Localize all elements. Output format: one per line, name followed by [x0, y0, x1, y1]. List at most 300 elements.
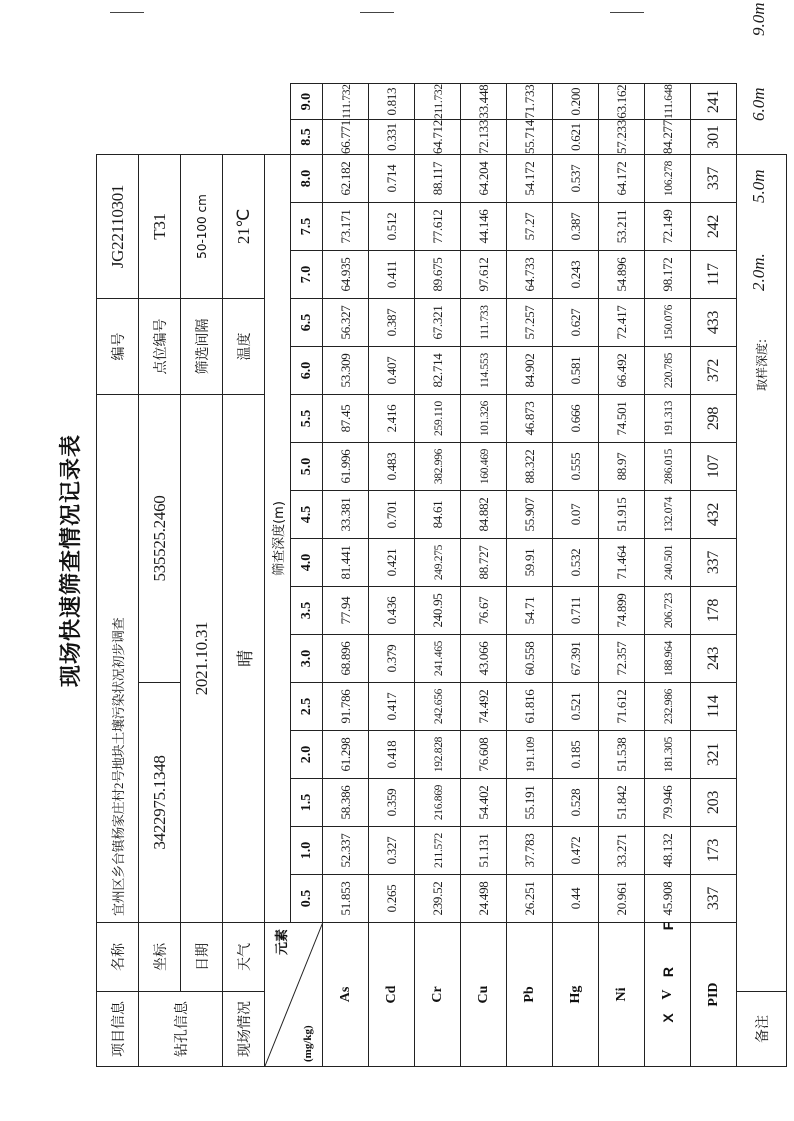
- concentration-value: 0.813: [383, 87, 399, 116]
- temperature-label: 温度: [223, 299, 265, 395]
- value-cell: [415, 875, 461, 923]
- concentration-value: 43.066: [475, 641, 491, 676]
- value-cell: [553, 251, 599, 299]
- screening-table: [96, 2, 787, 1067]
- concentration-value: 0.483: [383, 452, 399, 481]
- value-cell: [415, 443, 461, 491]
- xrf-letter-f: F: [660, 921, 676, 931]
- concentration-value: 77.94: [337, 596, 353, 625]
- concentration-value: 33.271: [613, 833, 629, 868]
- number-value: JG22110301: [107, 184, 127, 269]
- concentration-value: 0.387: [383, 308, 399, 337]
- concentration-value: 55.191: [521, 785, 537, 820]
- concentration-value: 81.441: [337, 545, 353, 580]
- value-cell: [645, 731, 691, 779]
- element-name: Ni: [599, 923, 645, 1067]
- depth-cell: 8.5: [291, 120, 323, 155]
- concentration-value: 68.896: [337, 641, 353, 676]
- concentration-value: 51.853: [337, 881, 353, 916]
- value-cell: [645, 539, 691, 587]
- value-cell: [461, 491, 507, 539]
- value-cell: [645, 155, 691, 203]
- value-cell: [507, 443, 553, 491]
- concentration-value: 60.558: [521, 641, 537, 676]
- value-cell: [553, 443, 599, 491]
- value-cell: [645, 120, 691, 155]
- concentration-value: 76.67: [475, 596, 491, 625]
- concentration-value: 88.117: [429, 161, 445, 196]
- concentration-value: 114.553: [478, 353, 491, 388]
- value-cell: [369, 731, 415, 779]
- pid-cell: [691, 203, 737, 251]
- value-cell: [599, 779, 645, 827]
- concentration-value: 24.498: [475, 881, 491, 916]
- project-info-label: 项目信息: [97, 992, 139, 1067]
- pid-value: 107: [704, 454, 722, 479]
- value-cell: [323, 779, 369, 827]
- pid-cell: [691, 155, 737, 203]
- concentration-value: 0.327: [383, 836, 399, 865]
- concentration-value: 0.581: [567, 356, 583, 385]
- concentration-value: 72.133: [475, 120, 491, 154]
- concentration-value: 0.417: [383, 692, 399, 721]
- concentration-value: 0.528: [567, 788, 583, 817]
- concentration-value: 242.656: [432, 688, 445, 725]
- value-cell: [323, 875, 369, 923]
- concentration-value: 0.200: [567, 87, 583, 116]
- concentration-value: 111.733: [478, 305, 491, 340]
- concentration-value: 26.251: [521, 881, 537, 916]
- concentration-value: 0.07: [567, 503, 583, 526]
- concentration-value: 67.391: [567, 641, 583, 676]
- depth-header: 筛查深度(m): [265, 155, 291, 923]
- value-cell: [553, 635, 599, 683]
- pid-label: PID: [691, 923, 737, 1067]
- value-cell: [323, 203, 369, 251]
- pid-cell: [691, 395, 737, 443]
- value-cell: [645, 635, 691, 683]
- borehole-info-label: 钻孔信息: [139, 992, 223, 1067]
- concentration-value: 91.786: [337, 689, 353, 724]
- value-cell: [369, 587, 415, 635]
- depth-cell: 4.5: [291, 491, 323, 539]
- value-cell: [599, 731, 645, 779]
- value-cell: [415, 491, 461, 539]
- value-cell: [599, 299, 645, 347]
- value-cell: [553, 84, 599, 120]
- value-cell: [599, 347, 645, 395]
- depth-cell: 4.0: [291, 539, 323, 587]
- concentration-value: 188.964: [662, 640, 675, 677]
- value-cell: [645, 491, 691, 539]
- concentration-value: 239.52: [429, 881, 445, 916]
- sampling-depth-label: 取样深度:: [755, 338, 769, 391]
- depth-cell: 1.5: [291, 779, 323, 827]
- concentration-value: 55.714: [521, 120, 537, 154]
- value-cell: [461, 683, 507, 731]
- element-row: [599, 84, 645, 1067]
- concentration-value: 64.172: [613, 161, 629, 196]
- concentration-value: 33.448: [475, 84, 491, 119]
- pid-value: 117: [704, 263, 722, 286]
- interval-label: 筛选间隔: [181, 299, 223, 395]
- concentration-value: 0.331: [383, 123, 399, 151]
- concentration-value: 0.379: [383, 644, 399, 673]
- value-cell: [553, 155, 599, 203]
- value-cell: [415, 731, 461, 779]
- concentration-value: 220.785: [662, 352, 675, 389]
- pid-cell: [691, 251, 737, 299]
- element-name: Cr: [415, 923, 461, 1067]
- concentration-value: 79.946: [659, 785, 675, 820]
- value-cell: [415, 84, 461, 120]
- value-cell: [599, 251, 645, 299]
- concentration-value: 2.416: [383, 404, 399, 433]
- pid-value: 337: [704, 550, 722, 575]
- concentration-value: 71.612: [613, 689, 629, 724]
- value-cell: [461, 827, 507, 875]
- value-cell: [461, 203, 507, 251]
- concentration-value: 84.277: [659, 120, 675, 154]
- pid-value: 114: [704, 695, 722, 718]
- xrf-letter-r: R: [660, 966, 676, 978]
- value-cell: [599, 203, 645, 251]
- pid-value: 243: [704, 646, 722, 671]
- value-cell: [461, 635, 507, 683]
- value-cell: [461, 120, 507, 155]
- interval-value: 50-100 cm: [181, 155, 223, 299]
- value-cell: [599, 827, 645, 875]
- value-cell: [369, 827, 415, 875]
- number-label: 编号: [97, 299, 139, 395]
- concentration-value: 72.417: [613, 305, 629, 340]
- concentration-value: 0.627: [567, 308, 583, 337]
- concentration-value: 98.172: [659, 257, 675, 292]
- value-cell: [507, 539, 553, 587]
- value-cell: [645, 875, 691, 923]
- depth-cell: 6.0: [291, 347, 323, 395]
- remarks-label: 备注: [737, 992, 787, 1067]
- concentration-value: 0.411: [383, 260, 399, 289]
- element-row: [461, 84, 507, 1067]
- concentration-value: 206.723: [662, 592, 675, 629]
- concentration-value: 64.935: [337, 257, 353, 292]
- value-cell: [369, 155, 415, 203]
- concentration-value: 59.91: [521, 548, 537, 577]
- concentration-value: 53.211: [613, 209, 629, 244]
- value-cell: [369, 84, 415, 120]
- coord-y-value: 535525.2460: [149, 495, 169, 582]
- concentration-value: 63.162: [613, 84, 629, 119]
- value-cell: [507, 155, 553, 203]
- value-cell: [415, 299, 461, 347]
- sampling-depth-4: 9.0m: [749, 2, 768, 36]
- value-cell: [553, 299, 599, 347]
- value-cell: [645, 779, 691, 827]
- pid-value: 337: [704, 166, 722, 191]
- concentration-value: 211.572: [432, 833, 445, 868]
- concentration-value: 57.257: [521, 305, 537, 340]
- concentration-value: 74.501: [613, 401, 629, 436]
- element-row: [369, 84, 415, 1067]
- value-cell: [415, 120, 461, 155]
- value-cell: [599, 491, 645, 539]
- concentration-value: 211.732: [432, 84, 445, 120]
- pid-value: 372: [704, 358, 722, 383]
- value-cell: [323, 84, 369, 120]
- pid-cell: [691, 731, 737, 779]
- value-cell: [323, 827, 369, 875]
- value-cell: [645, 203, 691, 251]
- depth-cell: 5.5: [291, 395, 323, 443]
- concentration-value: 0.521: [567, 692, 583, 721]
- concentration-value: 0.666: [567, 404, 583, 433]
- value-cell: [599, 539, 645, 587]
- date-label: 日期: [181, 923, 223, 992]
- concentration-value: 192.828: [432, 736, 445, 773]
- depth-cell: 3.0: [291, 635, 323, 683]
- value-cell: [553, 203, 599, 251]
- element-row: [553, 84, 599, 1067]
- value-cell: [461, 299, 507, 347]
- concentration-value: 240.95: [429, 593, 445, 628]
- value-cell: [461, 731, 507, 779]
- pid-value: 203: [704, 790, 722, 815]
- concentration-value: 62.182: [337, 161, 353, 196]
- depth-row: [291, 84, 323, 1067]
- concentration-value: 57.233: [613, 120, 629, 154]
- value-cell: [645, 395, 691, 443]
- element-name: V: [645, 923, 691, 1067]
- concentration-value: 48.132: [659, 833, 675, 868]
- concentration-value: 191.109: [524, 736, 537, 773]
- scan-edge-line: [610, 12, 644, 13]
- value-cell: [369, 251, 415, 299]
- concentration-value: 0.711: [567, 596, 583, 625]
- value-cell: [645, 827, 691, 875]
- value-cell: [323, 587, 369, 635]
- value-cell: [415, 683, 461, 731]
- element-name: Hg: [553, 923, 599, 1067]
- scan-edge-line: [360, 12, 394, 13]
- concentration-value: 0.701: [383, 500, 399, 529]
- concentration-value: 0.512: [383, 212, 399, 241]
- pid-value: 301: [704, 125, 722, 149]
- weather-value: 晴: [236, 650, 255, 667]
- value-cell: [461, 251, 507, 299]
- concentration-value: 84.902: [521, 353, 537, 388]
- concentration-value: 72.149: [659, 209, 675, 244]
- depth-cell: 7.0: [291, 251, 323, 299]
- concentration-value: 20.961: [613, 881, 629, 916]
- value-cell: [369, 443, 415, 491]
- concentration-value: 54.896: [613, 257, 629, 292]
- value-cell: [323, 155, 369, 203]
- value-cell: [369, 203, 415, 251]
- value-cell: [507, 779, 553, 827]
- value-cell: [323, 491, 369, 539]
- concentration-value: 0.44: [567, 887, 583, 910]
- coord-label: 坐标: [139, 923, 181, 992]
- value-cell: [369, 683, 415, 731]
- pid-cell: [691, 84, 737, 120]
- value-cell: [599, 587, 645, 635]
- concentration-value: 249.275: [432, 544, 445, 581]
- concentration-value: 37.783: [521, 833, 537, 868]
- pid-cell: [691, 491, 737, 539]
- pid-cell: [691, 347, 737, 395]
- concentration-value: 0.472: [567, 836, 583, 865]
- pid-value: 432: [704, 502, 722, 527]
- concentration-value: 61.816: [521, 689, 537, 724]
- element-name: As: [323, 923, 369, 1067]
- pid-value: 178: [704, 598, 722, 623]
- concentration-value: 87.45: [337, 404, 353, 433]
- value-cell: [507, 683, 553, 731]
- value-cell: [507, 299, 553, 347]
- concentration-value: 56.327: [337, 305, 353, 340]
- element-name: Pb: [507, 923, 553, 1067]
- value-cell: [461, 443, 507, 491]
- depth-cell: 2.5: [291, 683, 323, 731]
- value-cell: [553, 587, 599, 635]
- value-cell: [323, 683, 369, 731]
- concentration-value: 191.313: [662, 400, 675, 437]
- value-cell: [507, 395, 553, 443]
- concentration-value: 74.899: [613, 593, 629, 628]
- concentration-value: 53.309: [337, 353, 353, 388]
- depth-cell: 0.5: [291, 875, 323, 923]
- concentration-value: 88.727: [475, 545, 491, 580]
- value-cell: [369, 635, 415, 683]
- concentration-value: 51.842: [613, 785, 629, 820]
- sampling-depth-3: 6.0m: [749, 87, 768, 121]
- concentration-value: 66.771: [337, 120, 353, 154]
- value-cell: [369, 120, 415, 155]
- point-id-value: T31: [149, 213, 169, 240]
- pid-cell: [691, 827, 737, 875]
- value-cell: [323, 395, 369, 443]
- element-depth-corner: [265, 923, 323, 1067]
- concentration-value: 33.381: [337, 497, 353, 532]
- remarks-cell: [737, 2, 787, 992]
- value-cell: [461, 395, 507, 443]
- concentration-value: 51.131: [475, 833, 491, 868]
- unit-label: (mg/kg): [302, 1025, 314, 1062]
- value-cell: [645, 587, 691, 635]
- value-cell: [323, 731, 369, 779]
- concentration-value: 101.326: [478, 400, 491, 437]
- depth-cell: 8.0: [291, 155, 323, 203]
- value-cell: [507, 587, 553, 635]
- depth-cell: 9.0: [291, 84, 323, 120]
- value-cell: [369, 395, 415, 443]
- concentration-value: 64.733: [521, 257, 537, 292]
- concentration-value: 111.648: [662, 84, 675, 119]
- concentration-value: 216.869: [432, 784, 445, 821]
- element-name: Cu: [461, 923, 507, 1067]
- value-cell: [599, 155, 645, 203]
- concentration-value: 66.492: [613, 353, 629, 388]
- concentration-value: 0.407: [383, 356, 399, 385]
- concentration-value: 232.986: [662, 688, 675, 725]
- value-cell: [323, 251, 369, 299]
- concentration-value: 54.402: [475, 785, 491, 820]
- value-cell: [507, 635, 553, 683]
- pid-value: 337: [704, 886, 722, 911]
- value-cell: [553, 347, 599, 395]
- element-name: Cd: [369, 923, 415, 1067]
- pid-value: 173: [704, 838, 722, 863]
- value-cell: [323, 443, 369, 491]
- depth-cell: 2.0: [291, 731, 323, 779]
- pid-cell: [691, 539, 737, 587]
- concentration-value: 54.172: [521, 161, 537, 196]
- concentration-value: 160.469: [478, 448, 491, 485]
- concentration-value: 45.908: [659, 881, 675, 916]
- value-cell: [415, 155, 461, 203]
- value-cell: [553, 491, 599, 539]
- concentration-value: 64.712: [429, 120, 445, 154]
- value-cell: [553, 120, 599, 155]
- pid-row: [691, 84, 737, 1067]
- value-cell: [599, 395, 645, 443]
- value-cell: [507, 251, 553, 299]
- value-cell: [415, 635, 461, 683]
- temperature-value: 21℃: [233, 208, 253, 245]
- value-cell: [599, 84, 645, 120]
- value-cell: [553, 539, 599, 587]
- concentration-value: 82.714: [429, 353, 445, 388]
- value-cell: [323, 347, 369, 395]
- pid-value: 241: [704, 90, 722, 114]
- value-cell: [507, 491, 553, 539]
- value-cell: [645, 251, 691, 299]
- point-id-label: 点位编号: [139, 299, 181, 395]
- value-cell: [323, 120, 369, 155]
- element-row: [415, 84, 461, 1067]
- concentration-value: 0.243: [567, 260, 583, 289]
- concentration-value: 0.265: [383, 884, 399, 913]
- concentration-value: 0.185: [567, 740, 583, 769]
- concentration-value: 89.675: [429, 257, 445, 292]
- concentration-value: 54.71: [521, 596, 537, 625]
- pid-value: 242: [704, 214, 722, 239]
- concentration-value: 88.322: [521, 449, 537, 484]
- value-cell: [369, 779, 415, 827]
- pid-cell: [691, 683, 737, 731]
- name-label: 名称: [97, 923, 139, 992]
- pid-cell: [691, 120, 737, 155]
- value-cell: [415, 779, 461, 827]
- concentration-value: 51.538: [613, 737, 629, 772]
- value-cell: [553, 779, 599, 827]
- concentration-value: 0.387: [567, 212, 583, 241]
- value-cell: [323, 539, 369, 587]
- concentration-value: 52.337: [337, 833, 353, 868]
- value-cell: [599, 120, 645, 155]
- value-cell: [461, 875, 507, 923]
- concentration-value: 71.733: [521, 84, 537, 119]
- concentration-value: 73.171: [337, 209, 353, 244]
- coord-x-value: 3422975.1348: [149, 755, 169, 850]
- pid-value: 433: [704, 310, 722, 335]
- pid-cell: [691, 443, 737, 491]
- concentration-value: 111.732: [340, 84, 353, 119]
- date-value: 2021.10.31: [191, 621, 211, 696]
- depth-cell: 7.5: [291, 203, 323, 251]
- value-cell: [507, 827, 553, 875]
